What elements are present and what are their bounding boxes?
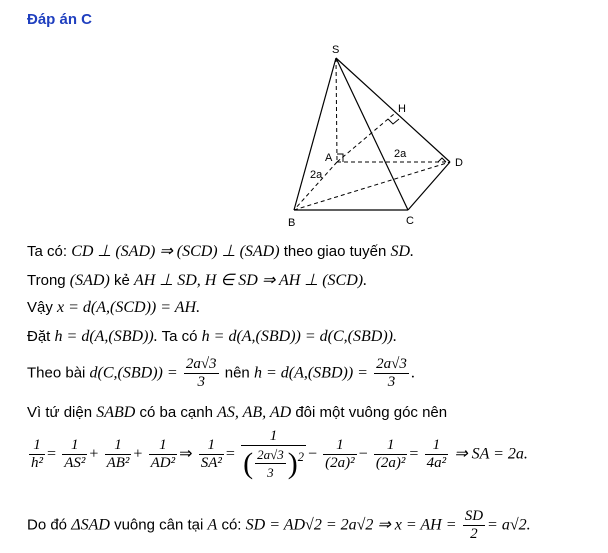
pyramid-figure	[270, 40, 470, 230]
fraction-2a-sqrt3-over-3-b: $\frac{2a√3}{3}$	[376, 356, 407, 390]
label-ad-length: 2a	[394, 148, 407, 160]
line-5: Theo bài d(C,(SBD)) = $\frac{2a√3}{3}$ nên h = d(A,(SBD)) = $\frac{2a√3}{3}$ .	[27, 356, 415, 390]
equation-line: $\frac{1}{\text{h²}}$ = $\frac{1}{\text{AS²}}$ + $\frac{1}{\text{AB²}}$ + $\frac{1}{\text{AD²}}$ ⇒ $\frac{1}{\text{SA²}}$ = 1 ( $\frac{2a√3}{3}$ )$^2$ − $\frac{1}{\text{(2a)²}}$ − $\frac{1}{\text{(2a)²}}$ = $\frac{1}{\text{4a²}}$ ⇒ SA = 2a.	[31, 428, 528, 480]
fraction-2a-sqrt3-over-3: $\frac{2a√3}{3}$	[185, 356, 217, 390]
label-ab-length: 2a	[310, 169, 323, 181]
label-D: D	[455, 157, 463, 169]
label-B: B	[288, 217, 296, 229]
answer-title: Đáp án C	[27, 11, 93, 28]
label-C: C	[406, 215, 414, 227]
line-6: Vì tứ diện SABD có ba cạnh AS, AB, AD đôi một vuông góc nên	[27, 404, 448, 421]
line-1: Ta có: CD ⊥ (SAD) ⇒ (SCD) ⊥ (SAD) theo giao tuyến SD.	[27, 243, 415, 260]
line-4: Đặt h = d(A,(SBD)). Ta có h = d(A,(SBD)) = d(C,(SBD)).	[27, 328, 397, 345]
label-S: S	[332, 44, 340, 56]
line-8: Do đó ΔSAD vuông cân tại A có: SD = AD√2 = 2a√2 ⇒ x = AH = $\frac{SD}{2}$ = a√2.	[27, 508, 531, 542]
line-3: Vậy x = d(A,(SCD)) = AH.	[27, 299, 201, 316]
label-H: H	[398, 103, 406, 115]
line-2: Trong (SAD) kẻ AH ⊥ SD, H ∈ SD ⇒ AH ⊥ (SCD).	[27, 272, 368, 289]
label-A: A	[325, 152, 333, 164]
nested-fraction: 1 ( $\frac{2a√3}{3}$ )$^2$	[243, 428, 304, 480]
